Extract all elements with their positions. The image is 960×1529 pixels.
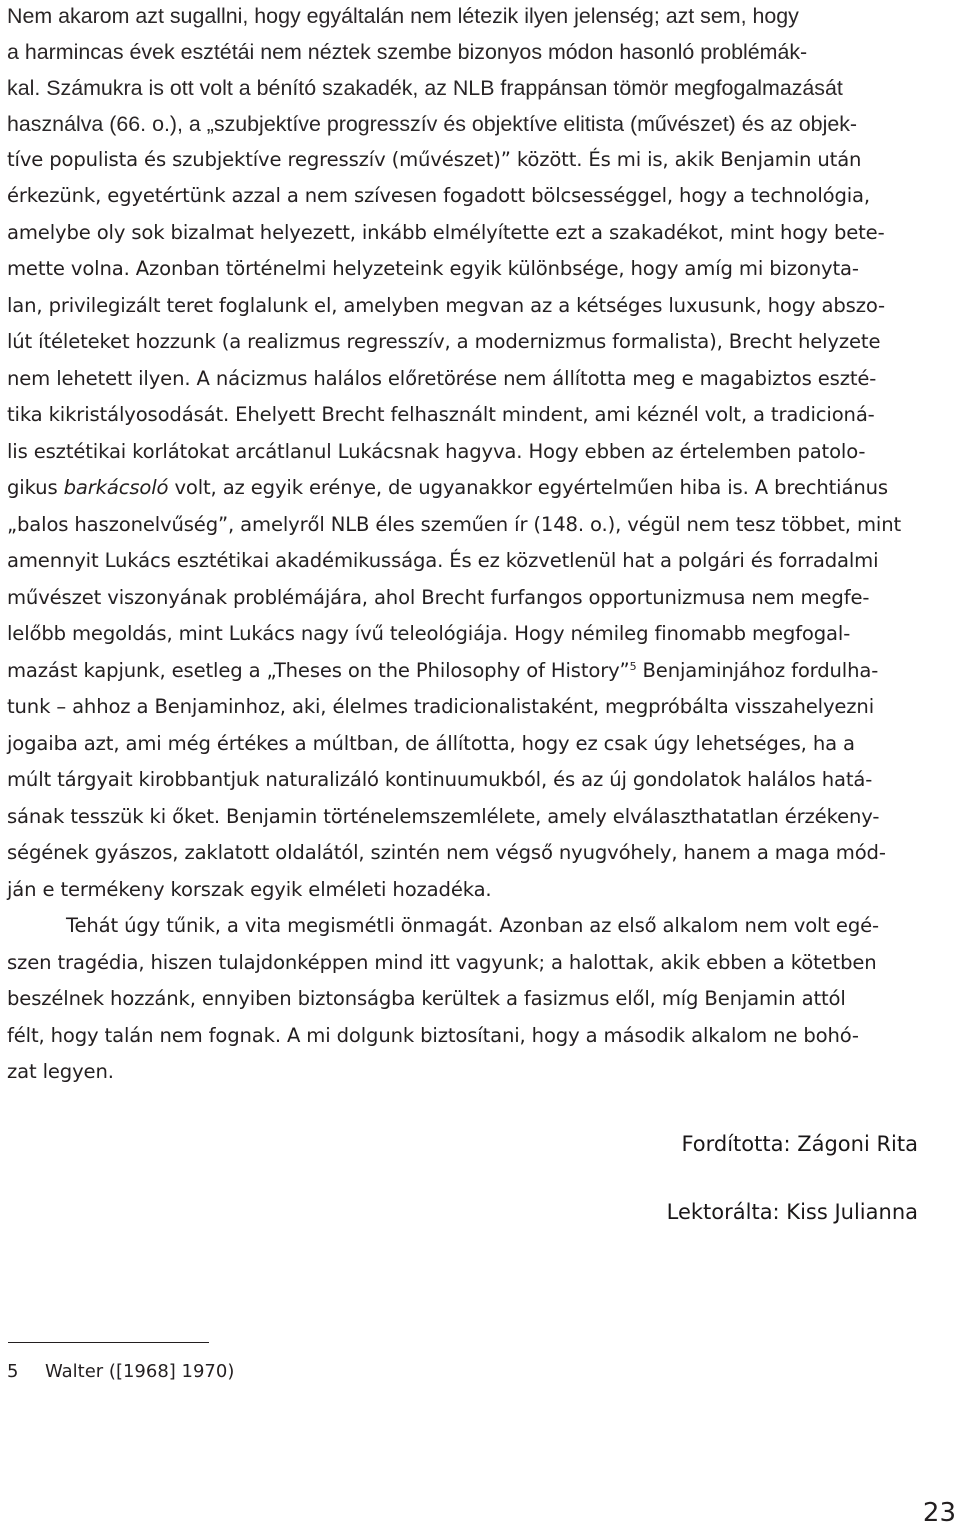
text-line: beszélnek hozzánk, ennyiben biztonságba kerültek a fasizmus elől, míg Benjamin attól [7, 987, 846, 1010]
text-line: szen tragédia, hiszen tulajdonképpen mind itt vagyunk; a halottak, akik ebben a kötetben [7, 951, 877, 974]
text-line: művészet viszonyának problémájára, ahol Brecht furfangos opportunizmusa nem megfe- [7, 586, 870, 609]
text-line: Nem akarom azt sugallni, hogy egyáltalán nem létezik ilyen jelenség; azt sem, hogy [7, 4, 799, 28]
text-line: lan, privilegizált teret foglalunk el, amelyben megvan az a kétséges luxusunk, hogy abszo- [7, 294, 885, 317]
text-line: félt, hogy talán nem fognak. A mi dolgunk biztosítani, hogy a második alkalom ne bohó- [7, 1024, 859, 1047]
footnote-text: Walter ([1968] 1970) [45, 1361, 235, 1382]
text-line [7, 476, 888, 500]
page-number: 23 [922, 1498, 956, 1528]
text-line: érkezünk, egyetértünk azzal a nem szívesen fogadott bölcsességgel, hogy a technológia, [7, 184, 870, 207]
footnote-reference[interactable]: 5 [629, 660, 637, 673]
text-line: jogaiba azt, ami még értékes a múltban, de állította, hogy ez csak úgy lehetséges, ha a [7, 732, 855, 755]
emphasis-term: barkácsoló [63, 476, 169, 499]
text-line: lút ítéleteket hozzunk (a realizmus regresszív, a modernizmus formalista), Brecht helyzete [7, 330, 881, 353]
text-line: amelybe oly sok bizalmat helyezett, inkább elmélyítette ezt a szakadékot, mint hogy bete- [7, 221, 885, 244]
reviewer-credit: Lektorálta: Kiss Julianna [666, 1200, 918, 1224]
text-segment: volt, az egyik erénye, de ugyanakkor egyértelműen hiba is. A brechtiánus [168, 476, 888, 499]
text-line: kal. Számukra is ott volt a bénító szakadék, az NLB frappánsan tömör megfogalmazását [7, 76, 843, 100]
footnote-divider [8, 1342, 209, 1343]
text-line: lis esztétikai korlátokat arcátlanul Lukácsnak hagyva. Hogy ebben az értelemben patolo- [7, 440, 866, 463]
text-line: ségének gyászos, zaklatott oldalától, szintén nem végső nyugvóhely, hanem a maga mód- [7, 841, 886, 864]
text-segment: gikus [7, 476, 64, 499]
text-line: tunk – ahhoz a Benjaminhoz, aki, élelmes tradicionalistaként, megpróbálta visszahelyezni [7, 695, 874, 718]
text-line: használva (66. o.), a „szubjektíve progresszív és objektíve elitista (művészet) és az objek- [7, 112, 858, 136]
translator-credit: Fordította: Zágoni Rita [681, 1132, 918, 1156]
text-line: zat legyen. [7, 1060, 114, 1083]
text-line: nem lehetett ilyen. A nácizmus halálos előretörése nem állította meg e magabiztos eszté- [7, 367, 877, 390]
text-line: múlt tárgyait kirobbantjuk naturalizáló kontinuumukból, és az új gondolatok halálos hatá- [7, 768, 873, 791]
footnote-number: 5 [7, 1361, 19, 1382]
text-line: „balos haszonelvűség”, amelyről NLB éles szeműen ír (148. o.), végül nem tesz többet, mint [7, 513, 901, 536]
text-line: ján e termékeny korszak egyik elméleti hozadéka. [7, 878, 492, 901]
text-line: tika kikristályosodását. Ehelyett Brecht felhasznált mindent, ami kéznél volt, a tradicioná- [7, 403, 875, 426]
text-line: sának tesszük ki őket. Benjamin történelemszemlélete, amely elválaszthatatlan érzékeny- [7, 805, 880, 828]
text-line: tíve populista és szubjektíve regresszív (művészet)” között. És mi is, akik Benjamin után [7, 148, 862, 171]
text-line: lelőbb megoldás, mint Lukács nagy ívű teleológiája. Hogy némileg finomabb megfogal- [7, 622, 851, 645]
text-line: Tehát úgy tűnik, a vita megismétli önmagát. Azonban az első alkalom nem volt egé- [66, 914, 879, 937]
text-segment: Benjaminjához fordulha- [636, 659, 879, 682]
text-line [7, 659, 878, 683]
text-line: mette volna. Azonban történelmi helyzeteink egyik különbsége, hogy amíg mi bizonyta- [7, 257, 859, 280]
text-line: amennyit Lukács esztétikai akadémikussága. És ez közvetlenül hat a polgári és forradalmi [7, 549, 879, 572]
text-segment: mazást kapjunk, esetleg a „Theses on the Philosophy of History” [7, 659, 630, 682]
text-line: a harmincas évek esztétái nem néztek szembe bizonyos módon hasonló problémák- [7, 40, 808, 64]
